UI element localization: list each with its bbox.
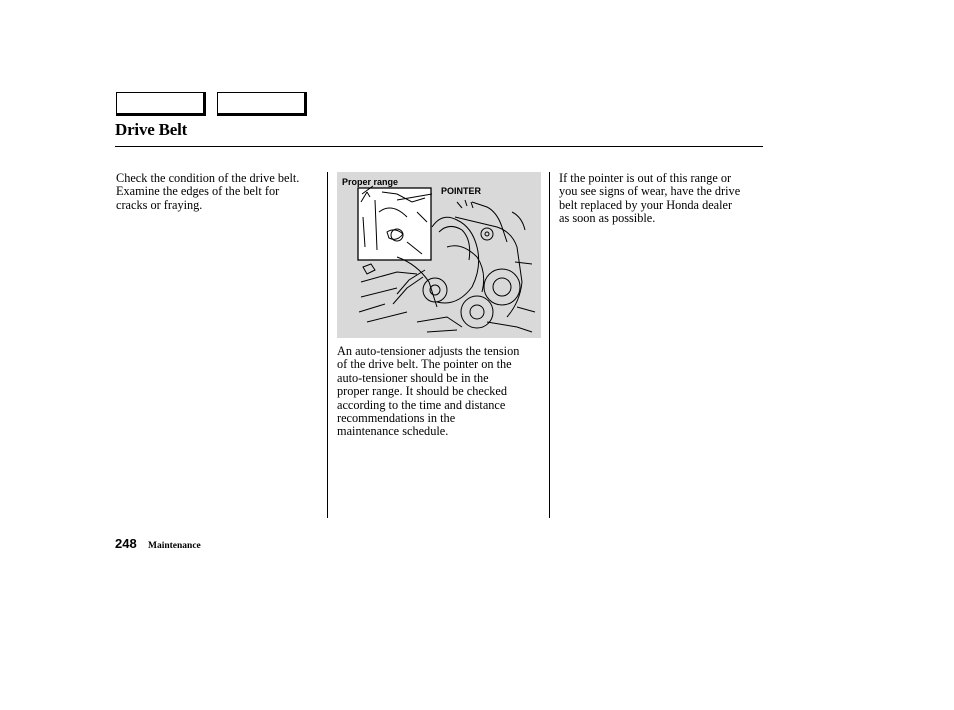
page-title: Drive Belt <box>115 120 188 139</box>
left-column-text: Check the condition of the drive belt. Examine the edges of the belt for cracks or fraying. <box>116 171 300 212</box>
title-rule <box>115 146 763 147</box>
right-column-text: If the pointer is out of this range or you see signs of wear, have the drive belt replaced by your Honda dealer as soon as possible. <box>559 171 741 226</box>
middle-column-text: An auto-tensioner adjusts the tension of the drive belt. The pointer on the auto-tensioner should be in the proper range. It should be checked according to the time and distance recommendations in the maintenance schedule. <box>337 344 520 439</box>
auto-tensioner-figure <box>337 172 541 338</box>
nav-tab-2[interactable] <box>217 92 307 116</box>
section-name: Maintenance <box>148 541 201 551</box>
pointer-label: POINTER <box>441 186 482 196</box>
column-divider-2 <box>549 172 550 518</box>
nav-tab-1[interactable] <box>116 92 206 116</box>
proper-range-label: Proper range <box>342 177 399 187</box>
page-number: 248 <box>115 536 137 551</box>
engine-illustration <box>337 172 541 338</box>
column-divider-1 <box>327 172 328 518</box>
